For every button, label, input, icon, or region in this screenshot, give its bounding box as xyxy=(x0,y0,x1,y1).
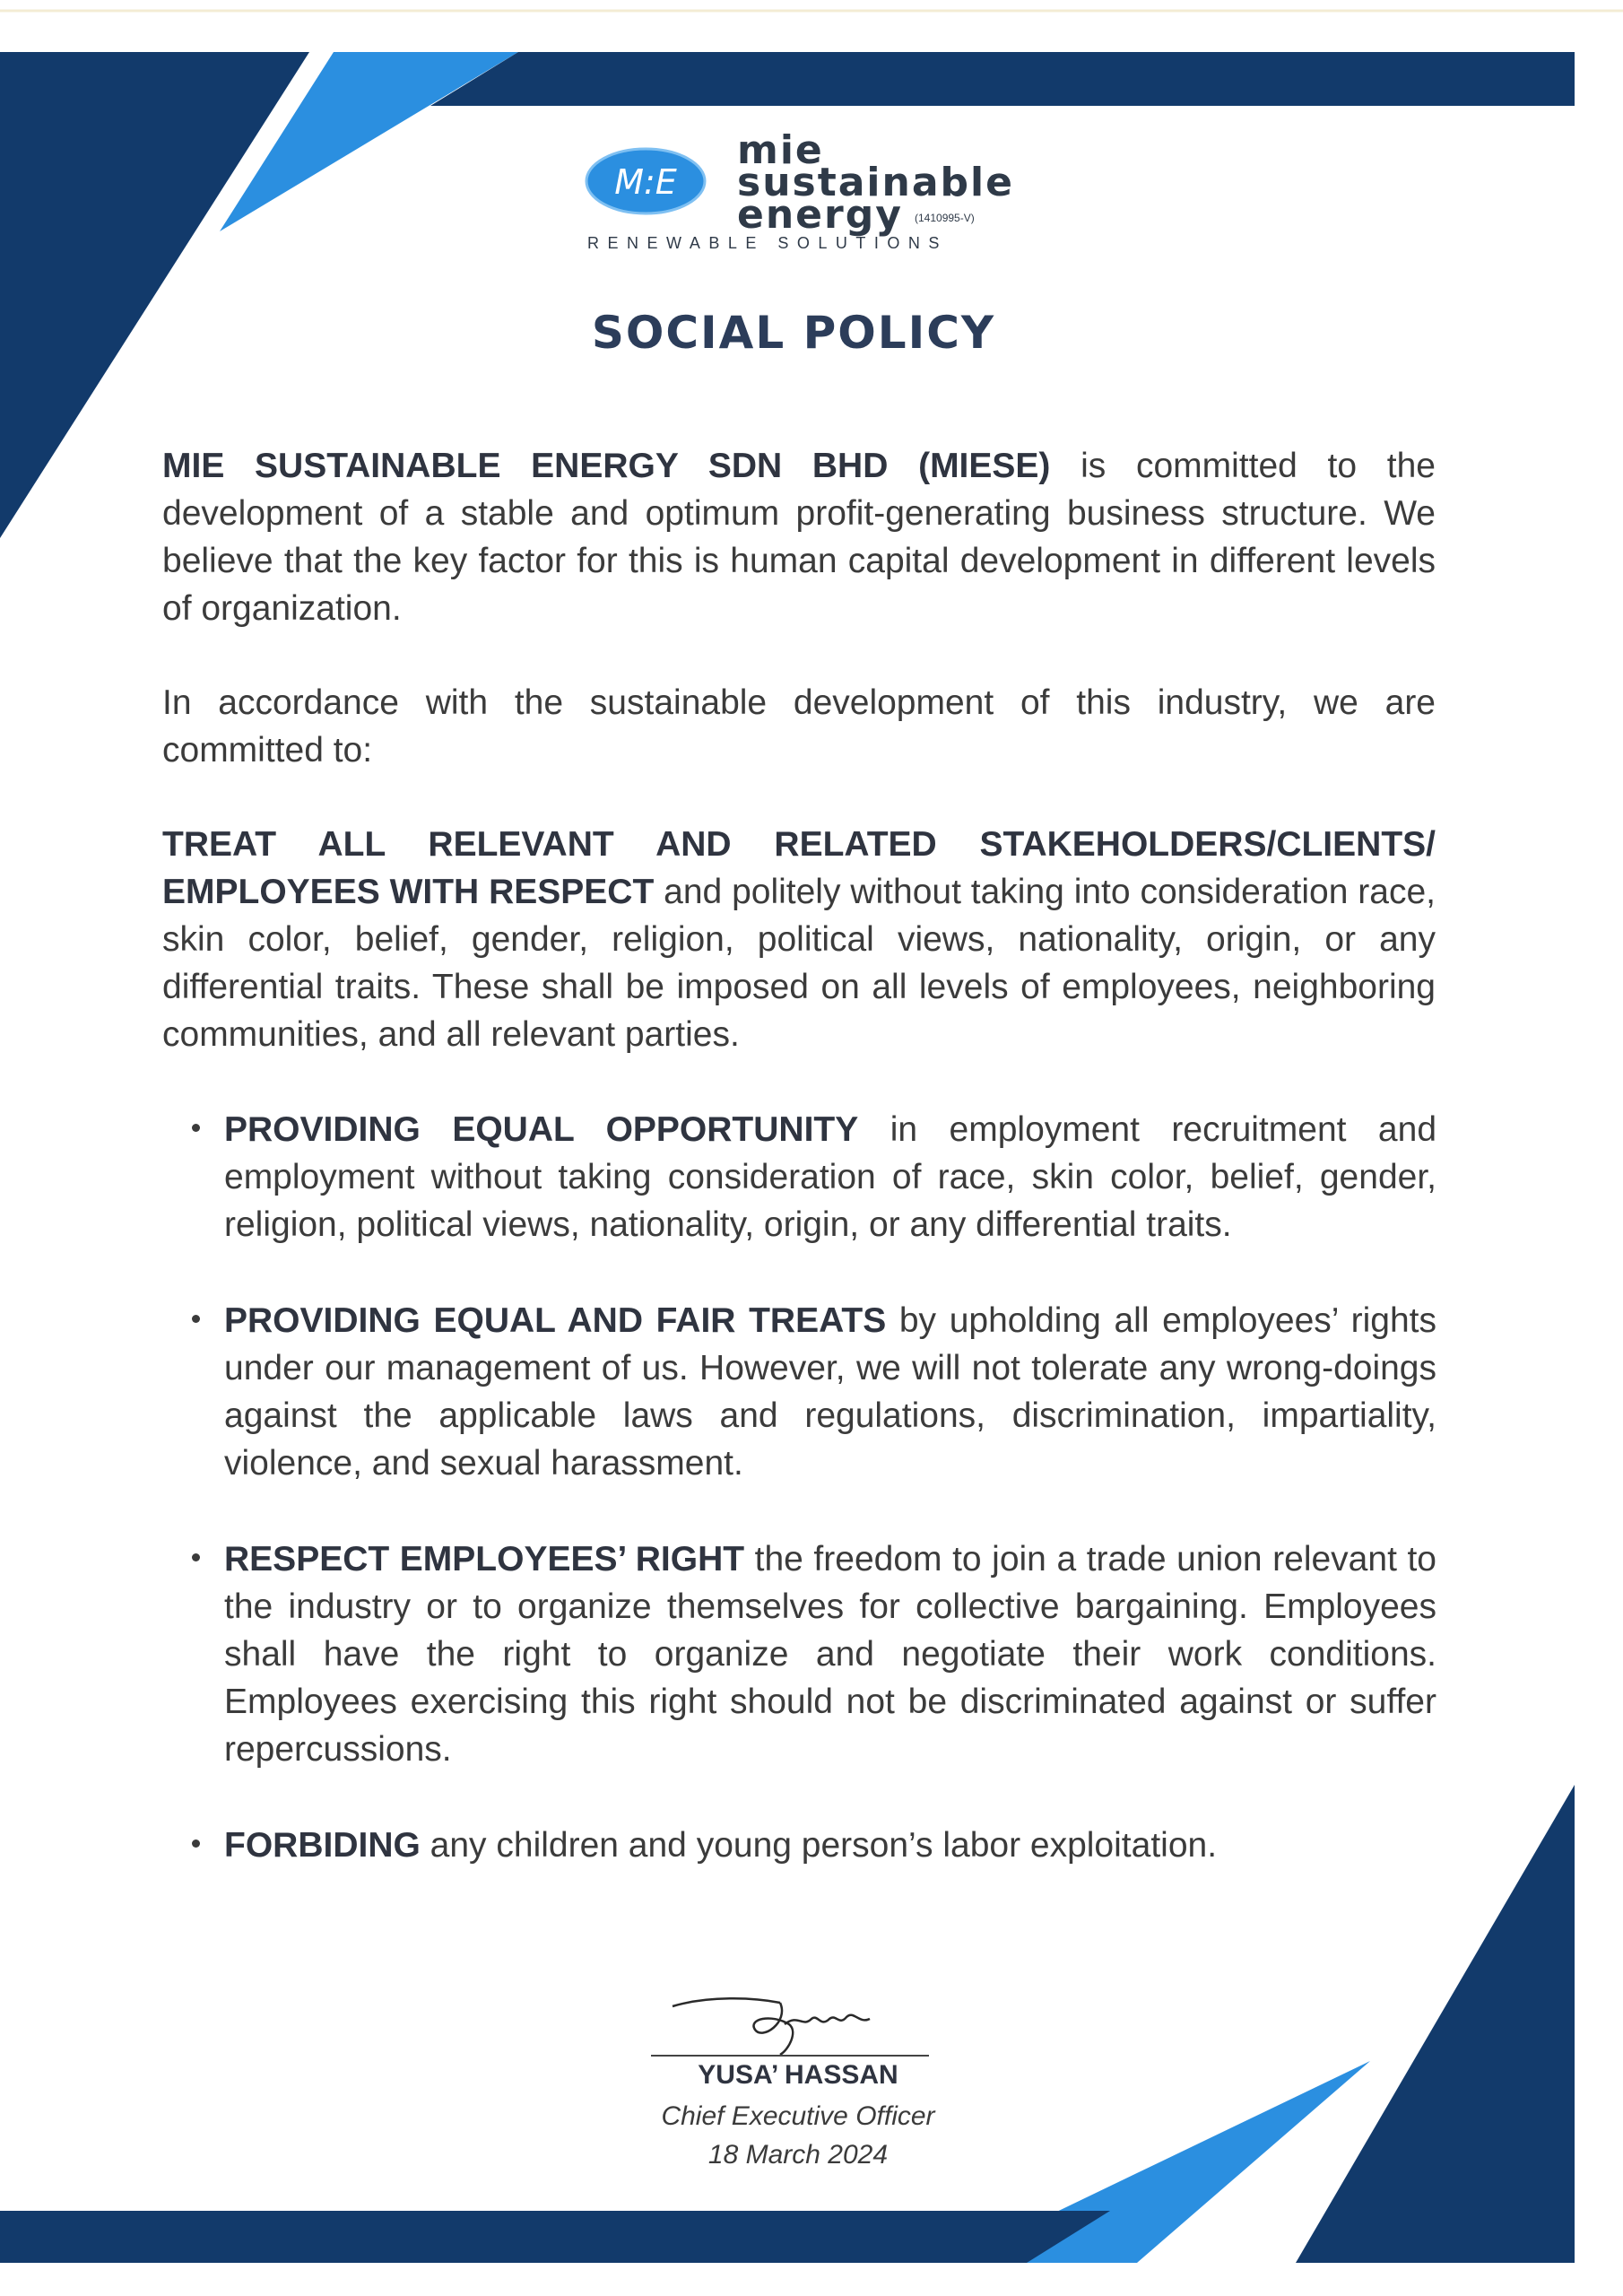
logo-tagline: RENEWABLE SOLUTIONS xyxy=(587,234,948,252)
respect-text: and politely without taking into consideration race, skin color, belief, gender, religion, political views, nationality, origin, or any differential traits. These shall be imposed on all levels of employees, neighboring communities, and all relevant parties. xyxy=(162,873,1436,1054)
list-item-heading: PROVIDING EQUAL AND FAIR TREATS xyxy=(224,1301,887,1340)
list-item-heading: FORBIDING xyxy=(224,1826,421,1865)
company-name: MIE SUSTAINABLE ENERGY SDN BHD (MIESE) xyxy=(162,447,1051,485)
signatory-role: Chief Executive Officer xyxy=(661,2101,935,2131)
company-logo xyxy=(583,124,1014,258)
bullet-icon xyxy=(192,1124,200,1132)
respect-paragraph xyxy=(162,821,1436,1058)
registration-number: (1410995-V) xyxy=(915,212,975,224)
bullet-icon xyxy=(192,1839,200,1848)
signature-line xyxy=(651,2055,929,2057)
commitment-paragraph: In accordance with the sustainable development of this industry, we are committed to: xyxy=(162,683,1436,770)
bottom-navy-band xyxy=(0,2211,1110,2263)
signatory-name: YUSA’ HASSAN xyxy=(698,2060,898,2090)
policy-list xyxy=(224,1106,1436,1918)
list-item xyxy=(224,1297,1436,1487)
list-item-text: in employment recruitment and employment without taking consideration of race, skin color, belief, gender, religion, political views, nationality, origin, or any differential traits. xyxy=(224,1110,1437,1244)
page-title: SOCIAL POLICY xyxy=(591,307,996,359)
list-item-text: any children and young person’s labor exploitation. xyxy=(420,1826,1218,1865)
list-item-heading: PROVIDING EQUAL OPPORTUNITY xyxy=(224,1110,859,1149)
brand-line-mie: mie xyxy=(737,127,824,173)
bullet-icon xyxy=(192,1315,200,1323)
handwritten-signature xyxy=(655,1978,942,2058)
list-item-heading: RESPECT EMPLOYEES’ RIGHT xyxy=(224,1540,745,1578)
list-item xyxy=(224,1822,1436,1869)
list-item xyxy=(224,1106,1436,1248)
bullet-icon xyxy=(192,1553,200,1561)
top-navy-band xyxy=(430,52,1575,106)
signature-block xyxy=(628,1978,968,2175)
respect-heading: TREAT ALL RELEVANT AND RELATED STAKEHOLDERS/CLIENTS/ EMPLOYEES WITH RESPECT xyxy=(162,825,1436,911)
list-item-text: by upholding all employees’ rights under our management of us. However, we will not tolerate any wrong-doings against the applicable laws and regulations, discrimination, impartiality, violence, and sexual harassment. xyxy=(224,1301,1436,1483)
mie-badge-icon xyxy=(583,145,726,217)
list-item xyxy=(224,1535,1436,1773)
brand-line-energy: energy xyxy=(737,192,903,238)
intro-paragraph xyxy=(162,442,1436,632)
badge-text: M:E xyxy=(614,162,677,202)
signature-date: 18 March 2024 xyxy=(707,2140,889,2170)
list-item-text: the freedom to join a trade union relevant to the industry or to organize themselves for collective bargaining. Employees shall have the right to organize and negotiate their work conditions. Employees exercising this right should not be discriminated against or suffer repercussions. xyxy=(224,1540,1436,1769)
brand-line-sustainable: sustainable xyxy=(737,160,1014,205)
intro-text: is committed to the development of a stable and optimum profit-generating business structure. We believe that the key factor for this is human capital development in different levels of organization. xyxy=(162,447,1436,628)
